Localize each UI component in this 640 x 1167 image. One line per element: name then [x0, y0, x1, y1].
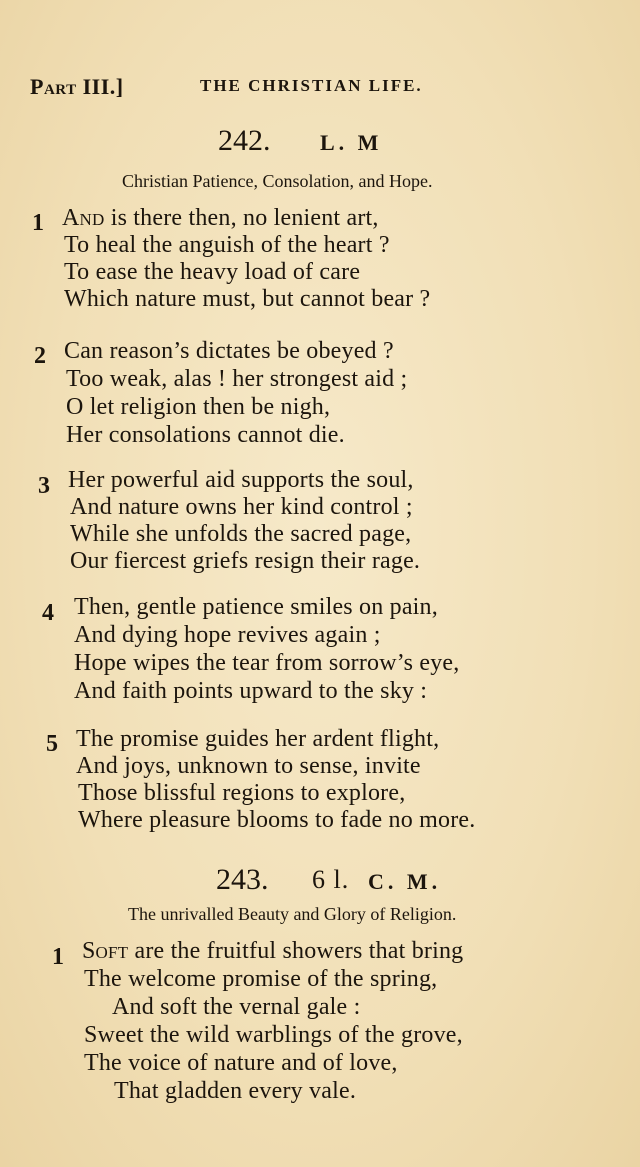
verse-line: To ease the heavy load of care	[64, 259, 361, 285]
verse-line: Too weak, alas ! her strongest aid ;	[66, 366, 408, 392]
stanza-number: 1	[32, 210, 44, 236]
stanza-number: 4	[42, 600, 54, 626]
verse-line: Her powerful aid supports the soul,	[68, 467, 414, 493]
verse-line: To heal the anguish of the heart ?	[64, 232, 390, 258]
verse-line: And joys, unknown to sense, invite	[76, 753, 421, 779]
verse-line: And is there then, no lenient art,	[62, 205, 379, 231]
verse-line: And nature owns her kind control ;	[70, 494, 413, 520]
verse-line: And dying hope revives again ;	[74, 622, 381, 648]
hymn-242-subtitle: Christian Patience, Consolation, and Hope.	[122, 171, 433, 191]
verse-line: That gladden every vale.	[114, 1078, 357, 1104]
verse-line: The promise guides her ardent flight,	[76, 726, 440, 752]
stanza-number: 3	[38, 473, 50, 499]
verse-line: O let religion then be nigh,	[66, 394, 331, 420]
hymn-number: 243.	[216, 863, 269, 896]
stanza-number: 2	[34, 343, 46, 369]
running-title: THE CHRISTIAN LIFE.	[200, 76, 423, 95]
hymn-meter: L. M	[320, 130, 383, 155]
verse-line: Our fiercest griefs resign their rage.	[70, 548, 421, 574]
hymn-243-subtitle: The unrivalled Beauty and Glory of Religion.	[128, 904, 457, 924]
verse-line: Where pleasure blooms to fade no more.	[78, 807, 476, 833]
stanza-number: 5	[46, 731, 58, 757]
stanza-number: 1	[52, 944, 64, 970]
verse-line: And faith points upward to the sky :	[74, 678, 428, 704]
verse-line: Can reason’s dictates be obeyed ?	[64, 338, 394, 364]
running-header	[30, 74, 620, 104]
verse-line: Which nature must, but cannot bear ?	[64, 286, 431, 312]
hymn-number: 242.	[218, 124, 271, 157]
hymn-meter: C. M.	[368, 869, 442, 894]
part-label: Part III.]	[30, 74, 124, 99]
verse-line: The voice of nature and of love,	[84, 1050, 398, 1076]
verse-line: Then, gentle patience smiles on pain,	[74, 594, 438, 620]
verse-line: While she unfolds the sacred page,	[70, 521, 412, 547]
verse-line: Soft are the fruitful showers that bring	[82, 938, 464, 964]
verse-line: Hope wipes the tear from sorrow’s eye,	[74, 650, 460, 676]
verse-line: And soft the vernal gale :	[112, 994, 361, 1020]
verse-line: Her consolations cannot die.	[66, 422, 345, 448]
verse-line: Sweet the wild warblings of the grove,	[84, 1022, 463, 1048]
hymn-meter-prefix: 6 l.	[312, 865, 350, 894]
verse-line: The welcome promise of the spring,	[84, 966, 438, 992]
verse-line: Those blissful regions to explore,	[78, 780, 406, 806]
